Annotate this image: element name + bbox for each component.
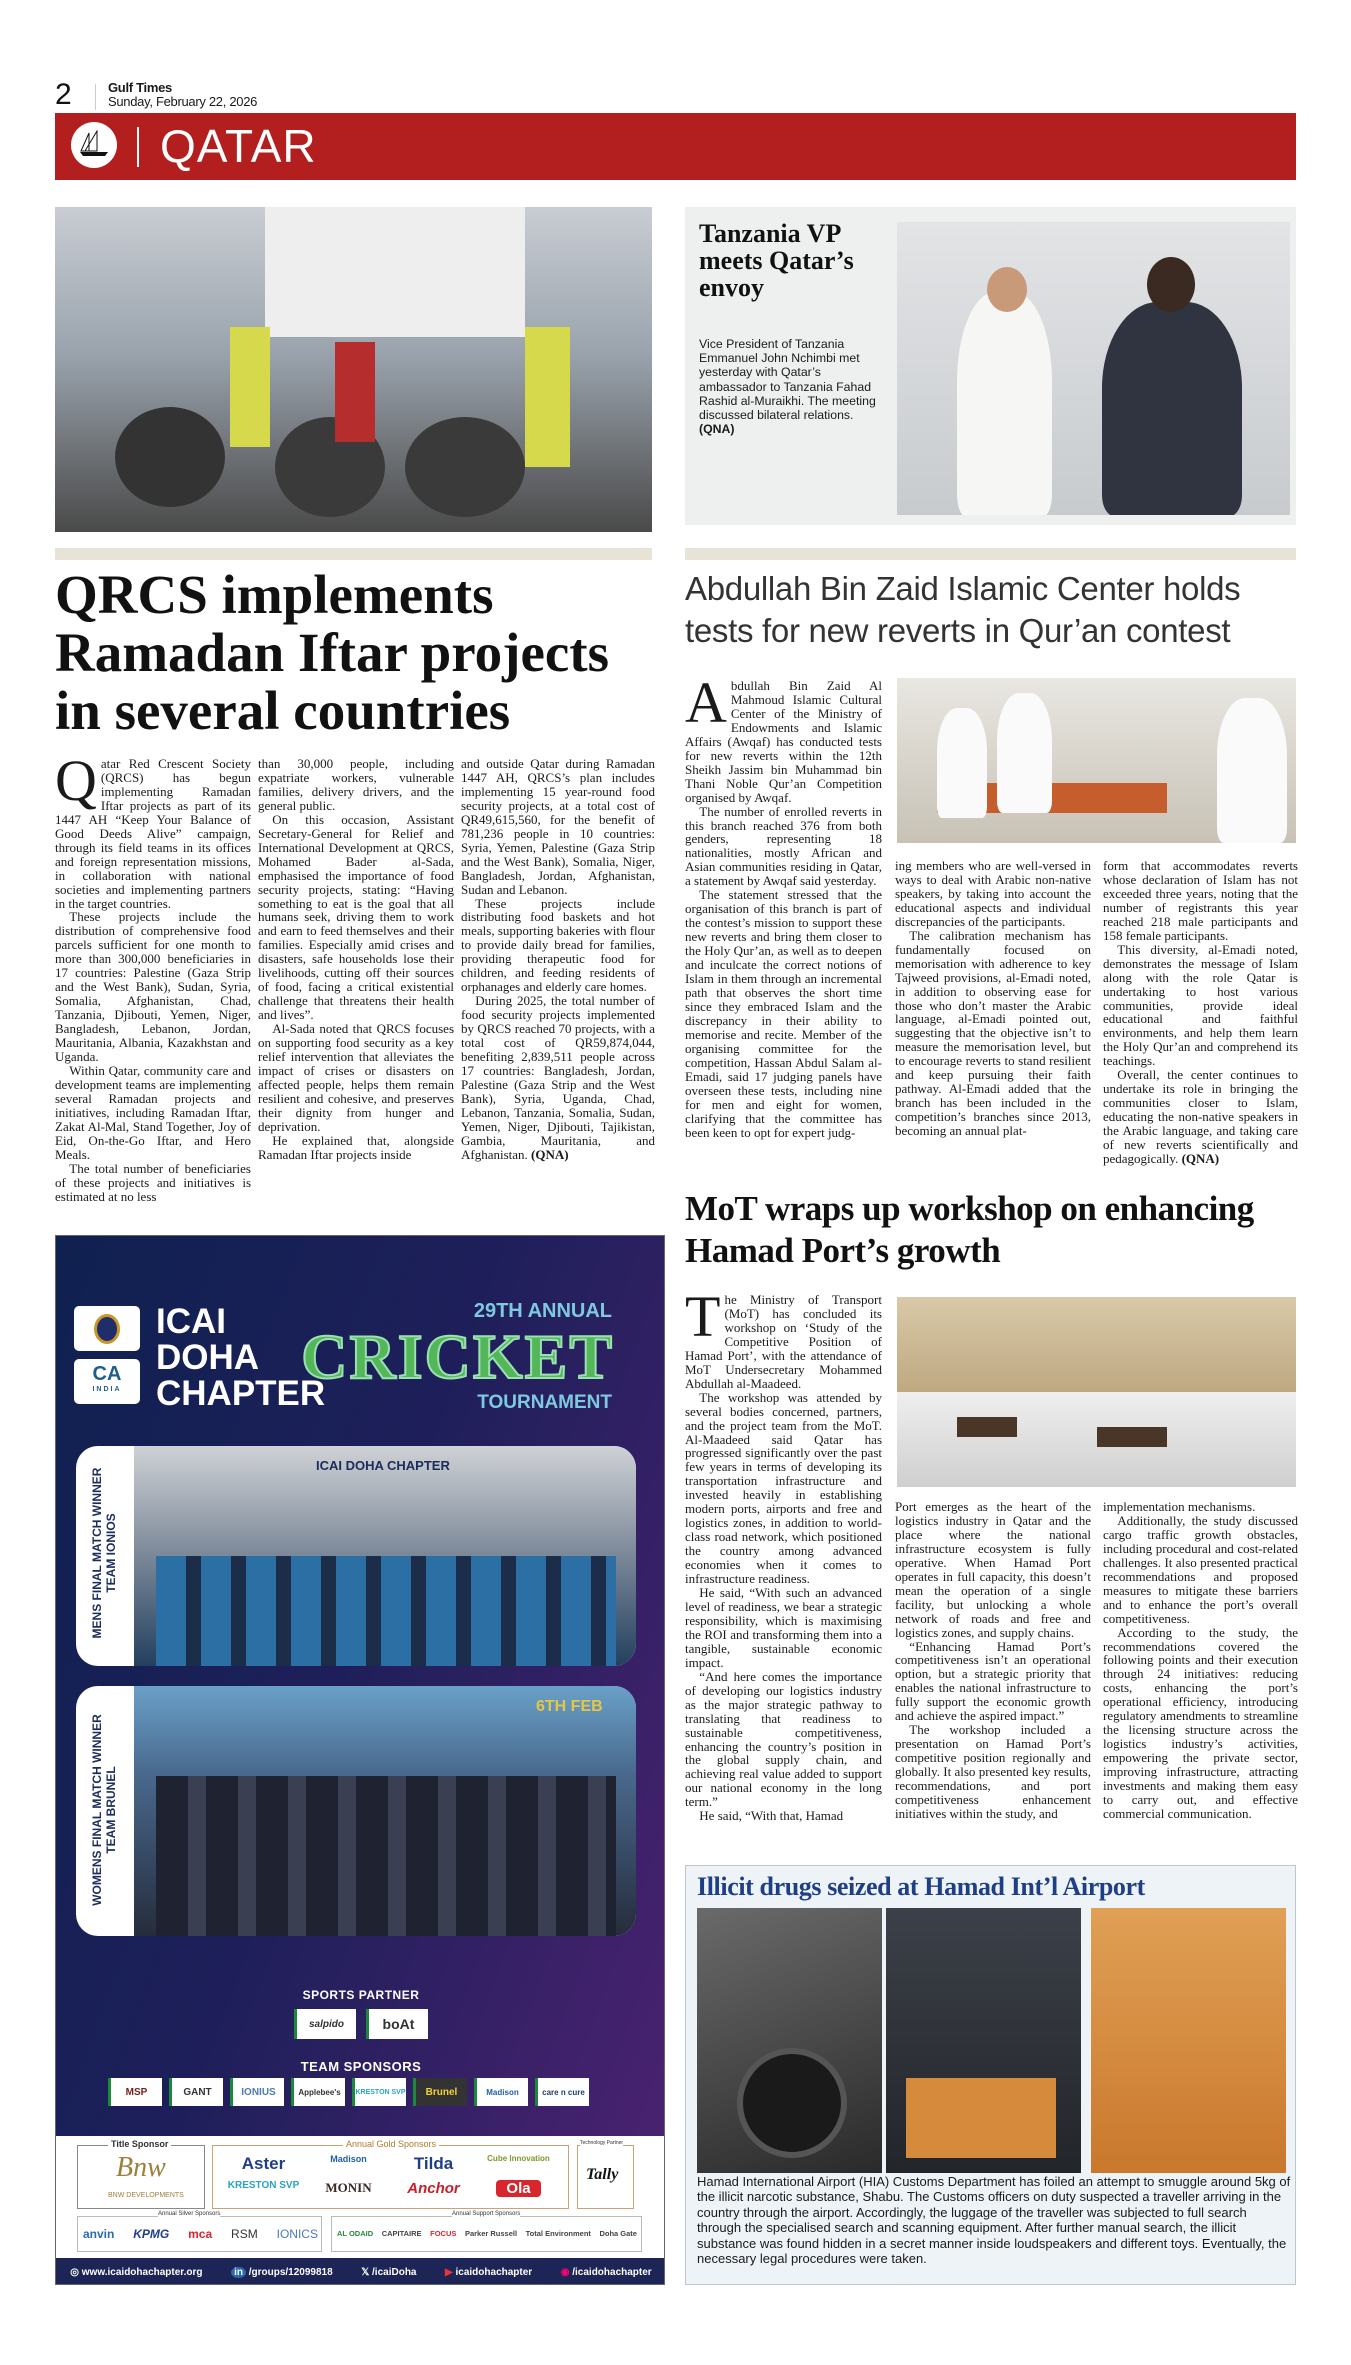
drop-cap: A [685,679,727,735]
tanzania-caption [699,337,877,436]
paragraph-text: Port emerges as the heart of the logistics industry in Qatar and the place where the national infrastructure ecosystem is fully operative. When Hamad Port operates in full capacity, this doesn’t mean the operation of a single facility, but unlocking a whole network of roads and free and logistics zones, and supply chains. [895,1500,1091,1640]
org-name [156,1304,325,1412]
drugs-photo-2 [886,1908,1081,2173]
paragraph-text: atar Red Crescent Society (QRCS) has begun implementing Ramadan Iftar projects as part of its 1447 AH “Keep Your Balance of Good Deeds Alive” campaign, through its field teams in its offices and foreign representation missions, in collaboration with national societies and implementing partners in the target countries. [55,757,251,911]
org-line: DOHA [156,1338,260,1377]
sponsor: mca [188,2227,213,2241]
publication-name: Gulf Times [108,80,172,95]
team-sponsors-label: TEAM SPONSORS [300,2059,422,2074]
link-text[interactable]: /icaiDoha [372,2266,417,2278]
paragraph [895,929,1091,1138]
link-text[interactable]: /icaidohachapter [572,2266,652,2278]
team-sponsor-logo: KRESTON SVP [352,2078,406,2106]
paragraph-text: he Ministry of Transport (MoT) has concluded its workshop on ‘Study of the Competitive Position of Hamad Port’, with the attendance of MoT Undersecretary Mohammed Abdullah al-Maadeed. [685,1293,882,1391]
team-sponsor-logo: Brunel [413,2078,467,2106]
caption-text: Vice President of Tanzania Emmanuel John Nchimbi met yesterday with Qatar’s ambassador to Tanzania Fahad Rashid al-Muraikhi. The meeting discussed bilateral relations. [699,337,876,423]
mot-col-1 [685,1293,882,1853]
event-title: CRICKET [301,1321,614,1392]
sponsor: Anchor [407,2180,460,2197]
paragraph [895,859,1091,929]
section-banner [55,113,1296,180]
tanzania-headline: Tanzania VP meets Qatar’s envoy [699,219,854,302]
sponsor: Ola [496,2180,541,2197]
paragraph-text: Al-Sada noted that QRCS focuses on supporting food security as a key relief intervention that alleviates the impact of crises or disasters on affected people, helps them remain resilient and cohesive, and preserves their dignity from hunger and deprivation. [258,1021,454,1134]
paragraph [1103,1626,1298,1821]
linkedin-icon: in [231,2267,246,2278]
drugs-photo-3 [1091,1908,1286,2173]
sponsor: Doha Gate [599,2229,637,2238]
sports-partners [56,2009,665,2039]
sponsor: MONIN [325,2180,372,2195]
sponsor: Parker Russell [464,2229,518,2238]
photo-banner: ICAI DOHA CHAPTER [316,1458,450,1473]
abdullah-headline: Abdullah Bin Zaid Islamic Center holds tests for new reverts in Qur’an contest [685,570,1241,649]
title-sponsor-logo: Bnw [116,2152,166,2183]
mens-winner-label [90,1446,118,1663]
credit: (QNA) [699,422,735,437]
tech-partner-label: Technology Partner [580,2140,624,2146]
sponsor: Cube Innovation [487,2154,550,2163]
abdullah-col-1 [685,679,882,1219]
photo-banner: 6TH FEB [536,1698,603,1715]
sponsor: Aster [241,2154,286,2173]
team-sponsor-logo: GANT [169,2078,223,2106]
paragraph-text: He said, “With such an advanced level of readiness, we bear a strategic responsibility, which is maximising the ROI and transforming them into a tangible, sustainable economic impact. [685,1585,882,1670]
qrcs-col-3 [461,757,655,1217]
team-sponsor-logo: Applebee's [291,2078,345,2106]
mot-col-2 [895,1500,1091,1852]
link-text[interactable]: www.icaidohachapter.org [81,2266,203,2278]
sponsor: Tilda [413,2154,454,2173]
paragraph [685,1586,882,1670]
paragraph-text: Additionally, the study discussed cargo traffic growth obstacles, including procedural and cost-related challenges. It also presented practical recommendations and proposed measures to mitigate these barriers and to enhance the port’s overall competitiveness. [1103,1512,1298,1626]
website-link[interactable]: ◎ www.icaidohachapter.org [70,2266,203,2278]
sponsor: KRESTON SVP [227,2180,300,2191]
silver-sponsors-label: Annual Silver Sponsors [158,2211,221,2217]
sponsor: IONICS [276,2227,318,2241]
icai-logo-icon [74,1306,140,1351]
qrcs-headline: QRCS implements Ramadan Iftar projects in several countries [55,564,610,741]
sports-partner-logo: salpido [294,2009,356,2039]
gold-sponsors-label: Annual Gold Sponsors [343,2139,439,2149]
qrcs-col-1 [55,757,251,1217]
drop-cap: Q [55,757,97,813]
paragraph [1103,859,1298,943]
youtube-link[interactable] [445,2267,532,2278]
paragraph-text: “And here comes the importance of developing our logistics industry as the major strategic pathway to translating that readiness to sustainable competitiveness, enhancing the country’s position in the global supply chain, and achieving real value added to support our national economy in the long term.” [685,1668,882,1810]
paragraph-text: He said, “With that, Hamad [699,1808,844,1824]
mot-col-3 [1103,1500,1298,1852]
tanzania-photo [897,222,1290,515]
paragraph [685,1391,882,1586]
dhow-logo-icon [71,122,117,168]
x-link[interactable] [361,2267,416,2278]
paragraph [895,1640,1091,1724]
paragraph-text: These projects include the distribution of comprehensive food parcels sufficient for one month to more than 300,000 beneficiaries in 17 countries: Palestine (Gaza Strip and the West Bank), Sudan, Syria, Somalia, Afghanistan, Chad, Tanzania, Djibouti, Yemen, Niger, Bangladesh, Lebanon, Jordan, Mauritania, Albania, Kazakhstan and Uganda. [55,909,251,1065]
gold-sponsors [221,2154,561,2197]
org-line: ICAI [156,1302,226,1341]
divider [685,548,1296,560]
paragraph-text: bdullah Bin Zaid Al Mahmoud Islamic Cultural Center of the Ministry of Endowments and Islamic Affairs (Awqaf) has conducted tests for new reverts within the 12th Sheikh Jassim bin Muhammad bin Thani Noble Qur’an Competition organised by Awqaf. [685,679,882,805]
paragraph-text: ing members who are well-versed in ways to deal with Arabic non-native speakers, by taking into account the educational aspects and individual discrepancies of the participants. [895,859,1091,929]
paragraph-text: On this occasion, Assistant Secretary-General for Relief and International Development at QRCS, Mohamed Bader al-Sada, emphasised the importance of food security projects, stating: “Having something to eat is the goal that all humans seek, driving them to work and earn to feed themselves and their families. Especially amid crises and disasters, safe households lose their livelihoods, cutting off their sources of food, facing a critical existential challenge that threatens their health and lives”. [258,811,454,1023]
paragraph [685,1670,882,1810]
paragraph [685,679,882,805]
org-line: CHAPTER [156,1374,326,1413]
abdullah-col-2 [895,859,1091,1219]
support-sponsors-label: Annual Support Sponsors [452,2211,521,2217]
paragraph [685,1293,882,1391]
paragraph [895,1500,1091,1640]
abdullah-photo [897,678,1296,843]
qrcs-photo [55,207,652,532]
paragraph-text: implementation mechanisms. [1103,1500,1256,1514]
paragraph [55,910,251,1063]
sponsor: FOCUS [430,2229,457,2238]
sports-partner-label: SPORTS PARTNER [302,1988,420,2002]
ca-india-logo: CA INDIA [74,1359,140,1404]
paragraph-text: form that accommodates reverts whose declaration of Islam has not exceeded three years, noting that the number of registrants this year reached 218 male participants and 158 female participants. [1103,859,1298,943]
paragraph-text: and outside Qatar during Ramadan 1447 AH, QRCS’s plan includes implementing 15 year-round food security projects, at a total cost of QR49,615,560, for the benefit of 781,236 people in 10 countries: Syria, Yemen, Palestine (Gaza Strip and the West Bank), Somalia, Niger, Bangladesh, Jordan, Afghanistan, Sudan and Lebanon. [461,757,655,897]
silver-sponsors [83,2227,318,2241]
credit: (QNA) [1181,1151,1220,1167]
support-sponsors [337,2229,637,2238]
title-sponsor-label: Title Sponsor [108,2139,171,2149]
paragraph [895,1723,1091,1821]
team-sponsor-logo: care n cure [535,2078,589,2106]
sponsor: Total Environment [525,2229,591,2238]
instagram-link[interactable] [561,2267,652,2278]
paragraph-text: The statement stressed that the organisation of this branch is part of the contest’s mission to support these new reverts and bring them closer to the Holy Qur’an, as well as to deepen and inculcate the correct notions of Islam in them through an incremental path that observes the short time since they embraced Islam and the discrepancy in their ability to memorise and recite. Member of the organising committee for the competition, Hassan Abdul Salam al-Emadi, said 17 judging panels have overseen these tests, including nine for men and eight for women, clarifying that the committee has been keen to opt for expert judg- [685,887,882,1140]
team-sponsor-logo: Madison [474,2078,528,2106]
team-sponsors [108,2078,589,2106]
sponsor: AL ODAID [337,2229,374,2238]
drugs-caption: Hamad International Airport (HIA) Customs Department has foiled an attempt to smuggle around 5kg of the illicit narcotic substance, Shabu. The Customs officers on duty suspected a traveller arriving in the country through the airport. Accordingly, the luggage of the traveller was subjected to full search through the specialised search and scanning equipment. After further manual search, the illicit substance was found hidden in a secret manner inside loudspeakers and different toys. Eventually, the necessary legal procedures were taken. [697,2174,1291,2267]
publication-date: Sunday, February 22, 2026 [108,94,258,109]
drugs-photo-1 [697,1908,882,2173]
paragraph-text: The number of enrolled reverts in this branch reached 376 from both genders, representing 18 nationalities, mostly African and Asian communities residing in Qatar, a statement by Awqaf said yesterday. [685,803,882,889]
paragraph [461,994,655,1161]
paragraph [461,757,655,897]
paragraph-text: He explained that, alongside Ramadan Iftar projects inside [258,1132,454,1162]
sponsor: RSM [231,2227,258,2241]
cricket-ad [55,1235,665,2285]
mot-photo [897,1297,1296,1487]
social-footer [56,2258,665,2285]
sponsor: Madison [330,2154,367,2164]
paragraph-text: This diversity, al-Emadi noted, demonstrates the message of Islam along with the role Qatar is undertaking to host various communities, provide ideal educational and faithful environments, and help them learn the Holy Qur’an and comprehend its teachings. [1103,941,1298,1069]
ca-logo-text: INDIA [92,1386,122,1393]
paragraph [258,757,454,813]
abdullah-col-3 [1103,859,1298,1219]
linkedin-link[interactable] [231,2267,333,2278]
divider [95,84,96,110]
mens-winner-panel [76,1446,636,1666]
team-sponsor-logo: IONIUS [230,2078,284,2106]
divider [55,548,652,560]
credit: (QNA) [531,1146,569,1162]
paragraph [1103,1068,1298,1166]
title-sponsor-sub: BNW DEVELOPMENTS [108,2192,184,2199]
youtube-icon: ▶ [445,2266,453,2278]
paragraph [685,1809,882,1823]
sports-partner-logo: boAt [366,2009,428,2039]
x-icon: 𝕏 [361,2266,370,2278]
winner-title: MENS FINAL MATCH WINNER [90,1467,104,1639]
paragraph [461,897,655,995]
paragraph [685,888,882,1139]
paragraph [258,813,454,1022]
sponsor: anvin [83,2227,115,2241]
instagram-icon: ◉ [560,2266,570,2278]
team-sponsor-logo: MSP [108,2078,162,2106]
event-bottom: TOURNAMENT [477,1392,612,1413]
paragraph-text: The workshop included a presentation on Hamad Port’s competitive position regionally and globally. It also presented key results, recommendations, and port competitiveness enhancement initiatives within the study, and [895,1722,1091,1821]
sponsor: KPMG [133,2227,170,2241]
tech-partner-logo: Tally [586,2166,619,2183]
drugs-headline: Illicit drugs seized at Hamad Int’l Airport [697,1872,1145,1901]
paragraph-text: These projects include distributing food baskets and hot meals, supporting bakeries with flour to provide daily bread for families, providing therapeutic food for children, and feeding residents of orphanages and elderly care homes. [461,895,655,995]
womens-winner-label [90,1686,118,1935]
paragraph-text: than 30,000 people, including expatriate workers, vulnerable families, delivery drivers, and the general public. [258,757,454,813]
paragraph [258,1134,454,1162]
page-number: 2 [55,78,72,111]
paragraph [55,1162,251,1204]
section-title: QATAR [160,120,317,172]
paragraph [258,1022,454,1134]
winner-team: TEAM IONIOS [104,1513,118,1593]
paragraph [1103,1500,1298,1514]
paragraph [55,757,251,910]
paragraph-text: According to the study, the recommendations covered the following points and their execution through 24 initiatives: reducing costs, enhancing the port’s operational efficiency, introducing regulatory amendments to streamline the licensing structure across the logistics industry’s activities, empowering the private sector, improving infrastructure, attracting investments and making them easy to carry out, and effective commercial communication. [1103,1624,1298,1821]
tanzania-box [685,207,1296,525]
qrcs-col-2 [258,757,454,1217]
mot-headline: MoT wraps up workshop on enhancing Hamad Port’s growth [685,1189,1254,1270]
paragraph-text: The total number of beneficiaries of these projects and initiatives is estimated at no less [55,1160,251,1204]
sponsors-panel [56,2136,665,2258]
paragraph [55,1064,251,1162]
winner-title: WOMENS FINAL MATCH WINNER [90,1714,104,1906]
link-text[interactable]: /groups/12099818 [248,2266,333,2278]
paragraph-text: “Enhancing Hamad Port’s competitiveness isn’t an operational option, but a strategic priority that enables the national infrastructure to fully support the economic growth and achieve the aspired impact.” [895,1638,1091,1724]
paragraph [1103,943,1298,1069]
link-text[interactable]: icaidohachapter [455,2266,533,2278]
paragraph [685,805,882,889]
paragraph-text: During 2025, the total number of food security projects implemented by QRCS reached 70 projects, with a total cost of QR59,874,044, benefiting 2,839,511 people across 17 countries: Bangladesh, Jordan, Palestine (Gaza Strip and the West Bank), Syria, Uganda, Chad, Lebanon, Tanzania, Somalia, Sudan, Yemen, Niger, Djibouti, Tajikistan, Gambia, Mauritania, and Afghanistan. [461,993,655,1162]
womens-winner-panel [76,1686,636,1936]
drugs-box [685,1865,1296,2285]
paragraph-text: The workshop was attended by several bodies concerned, partners, and the project team from the MoT. Al-Maadeed said Qatar has progressed significantly over the past few years in terms of developing its transportation infrastructure and invested heavily in establishing modern ports, airports and free and logistics zones, in addition to world-class road network, which positioned the country among advanced economies when it comes to infrastructure readiness. [685,1389,882,1587]
paragraph-text: The calibration mechanism has fundamentally focused on memorisation with adherence to key Tajweed provisions, al-Emadi noted, in addition to observing ease for those who don’t master the Arabic language, al-Emadi pointed out, suggesting that the objective isn’t to measure the memorisation level, but to encourage reverts to stand resilient and keep pursuing their faith pathway. Al-Emadi added that the branch has been included in the competition’s branches since 2013, becoming an annual plat- [895,927,1091,1139]
banner-divider [137,127,139,167]
paragraph [1103,1514,1298,1626]
paragraph-text: Within Qatar, community care and development teams are implementing several Ramadan projects and initiatives, including Ramadan Iftar, Zakat Al-Mal, Stand Together, Joy of Eid, On-the-Go Iftar, and Hero Meals. [55,1062,251,1162]
paragraph-text: Overall, the center continues to undertake its role in bringing the communities closer to Islam, educating the non-native speakers in the Arabic language, and taking care of new reverts scientifically and pedagogically. [1103,1067,1298,1167]
event-top: 29TH ANNUAL [473,1300,612,1322]
sponsor: CAPITAIRE [381,2229,422,2238]
drop-cap: T [685,1293,721,1349]
winner-team: TEAM BRUNEL [104,1766,118,1854]
